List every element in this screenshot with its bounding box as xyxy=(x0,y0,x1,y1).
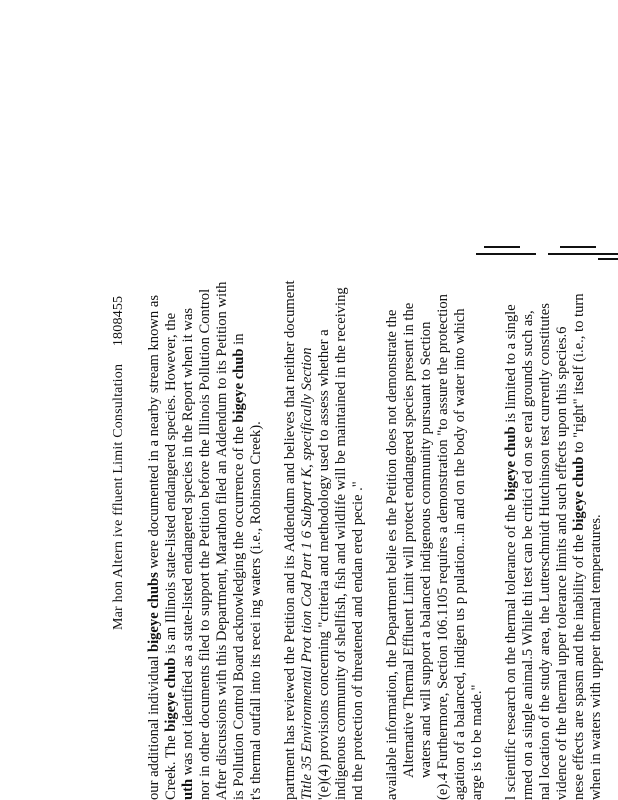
paragraph-4-line: vidence of the thermal upper tolerance limits and such effects upon this species.6 xyxy=(554,326,570,800)
paragraph-2-line: nd the protection of threatened and endan ered pecie ." xyxy=(350,481,366,800)
paragraph-1-line: Creek. The bigeye chub is an Illinois state-listed endangered species. However, the xyxy=(163,312,179,800)
paragraph-2-line: partment has reviewed the Petition and its Addendum and believes that neither document xyxy=(282,280,298,800)
paragraph-1-line: nor in other documents filed to support the Petition before the Illinois Pollution Control xyxy=(197,288,213,800)
paragraph-2-line: '(e)(4) provisions concerning "criteria and methodology used to assess whether a xyxy=(316,329,332,800)
page-header xyxy=(111,70,127,630)
paragraph-1-line: After discussions with this Department, Marathon filed an Addendum to its Petition with xyxy=(214,281,230,800)
header-number: 1808455 xyxy=(111,295,126,347)
paragraph-3-line: agation of a balanced, indigen us p pulation...in and on the body of water into which xyxy=(452,308,468,800)
paragraph-4-line: l scientific research on the thermal tolerance of the bigeye chub is limited to a single xyxy=(503,304,519,800)
paragraph-4-line: nese effects are spasm and the inability of the bigeye chub to "right" itself (i.e., to turn xyxy=(571,293,587,800)
paragraph-1-line: our additional individual bigeye chubs were documented in a nearby stream known as xyxy=(146,294,162,800)
paragraph-3-line: (e).4 Furthermore, Section 106.1105 requires a demonstration "to assure the protection xyxy=(435,294,451,800)
paragraph-1-line: is Pollution Control Board acknowledging the occurrence of the bigeye chub in xyxy=(231,333,247,800)
paragraph-4-line: nal location of the study area, the Lutterschmidt Hutchinson test currently constitutes xyxy=(537,303,553,800)
header-title: Mar hon Altern ive ffluent Limit Consultation xyxy=(111,363,126,630)
paragraph-4-line: rmed on a single animal.5 While thi test can be critici ed on se eral grounds such as, xyxy=(520,310,536,800)
paragraph-1-line: uth was not identified as a state-listed endangered species in the Report when it was xyxy=(180,307,196,800)
paragraph-3-line: arge is to be made." xyxy=(469,684,485,800)
paragraph-3-line: available information, the Department belie es the Petition does not demonstrate the xyxy=(384,309,400,800)
paragraph-4-line: when in waters with upper thermal temperatures. xyxy=(588,514,604,800)
paragraph-2-line: indigenous community of shellfish, fish and wildlife will be maintained in the receiving xyxy=(333,287,349,800)
paragraph-1-line: t's thermal outfall into its recei ing waters (i.e., Robinson Creek). xyxy=(248,421,264,800)
paragraph-2-line: Title 35 Environmental Prot tion Cod Part 1 6 Subpart K, specifically Section xyxy=(299,347,315,800)
paragraph-3-line: waters and will support a balanced indigenous community pursuant to Section xyxy=(418,321,434,778)
paragraph-3-line: Alternative Thermal Effluent Limit will protect endangered species present in the xyxy=(401,302,417,778)
